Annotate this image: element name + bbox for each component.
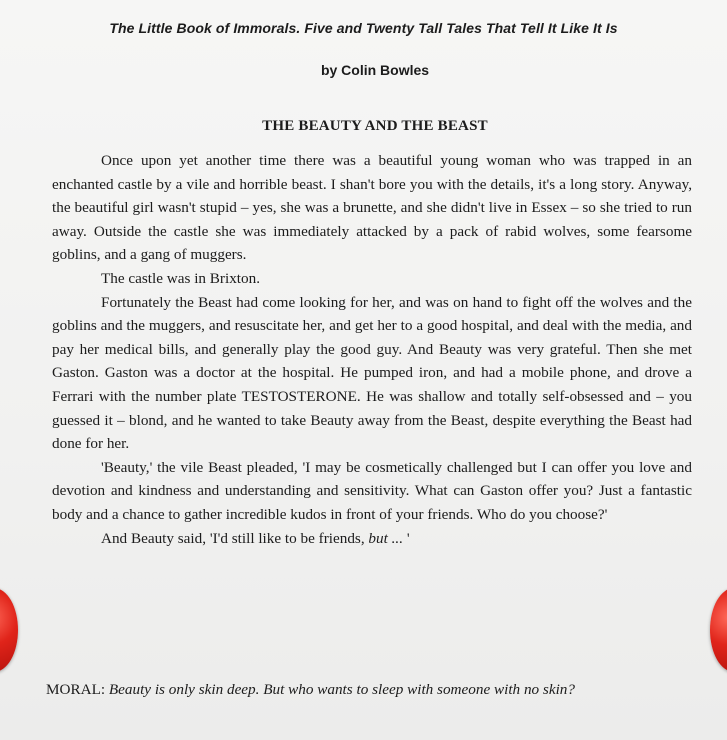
moral-line: [46, 680, 686, 700]
story-title: THE BEAUTY AND THE BEAST: [262, 118, 488, 134]
last-paragraph-prefix: And Beauty said, 'I'd still like to be friends,: [101, 529, 369, 547]
last-paragraph-italic: but ...: [368, 529, 404, 547]
moral-text: Beauty is only skin deep. But who wants to sleep with someone with no skin?: [108, 681, 575, 698]
book-title: The Little Book of Immorals. Five and Twenty Tall Tales That Tell It Like It Is: [109, 20, 618, 36]
story-paragraph: 'Beauty,' the vile Beast pleaded, 'I may be cosmetically challenged but I can offer you love and devotion and kindness and understanding and sensitivity. What can Gaston offer you? Just a fantastic body and a chance to gather incredible kudos in front of your friends. Who do you choose?': [52, 458, 692, 523]
story-paragraph: The castle was in Brixton.: [101, 269, 261, 287]
last-paragraph-suffix: ': [403, 529, 410, 547]
story-paragraph: Fortunately the Beast had come looking for her, and was on hand to fight off the wolves and the goblins and the muggers, and resuscitate her, and get her to a good hospital, and deal with the media, and pay her medical bills, and generally play the good guy. And Beauty was very grateful. Then she met Gaston. Gaston was a doctor at the hospital. He pumped iron, and had a mobile phone, and drove a Ferrari with the number plate TESTOSTERONE. He was shallow and totally self-obsessed and – you guessed it – blond, and he wanted to take Beauty away from the Beast, despite everything the Beast had done for her.: [52, 293, 692, 453]
story-paragraph-last: [52, 527, 692, 551]
author-line: by Colin Bowles: [320, 62, 430, 78]
moral-label: MORAL:: [46, 681, 109, 698]
story-paragraph: Once upon yet another time there was a beautiful young woman who was trapped in an enchanted castle by a vile and horrible beast. I shan't bore you with the details, it's a long story. Anyway, the beautiful girl wasn't stupid – yes, she was a brunette, and she didn't live in Essex – so she tried to run away. Outside the castle she was immediately attacked by a pack of rabid wolves, some fearsome goblins, and a gang of muggers.: [52, 152, 692, 264]
story-body: [52, 149, 692, 550]
